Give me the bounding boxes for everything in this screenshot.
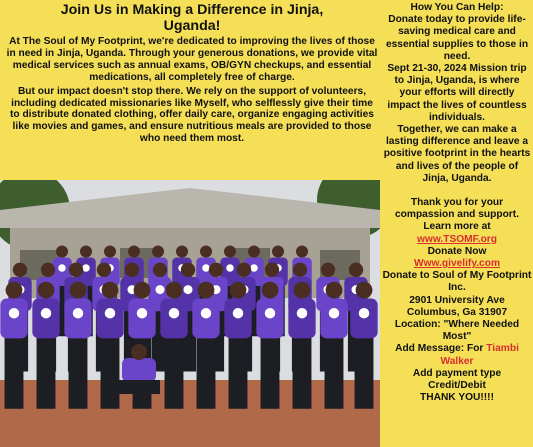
person-28-logo: [105, 308, 116, 319]
person-10-head: [272, 246, 284, 258]
person-18-head: [181, 263, 195, 277]
thank-you-text: THANK YOU!!!!: [420, 392, 494, 404]
headline-line-2: Uganda!: [163, 18, 221, 34]
person-24-head: [349, 263, 363, 277]
address-line-2: Columbus, Ga 31907: [406, 306, 508, 318]
donate-now-text: Donate Now: [427, 245, 487, 257]
headline: [6, 2, 378, 34]
crouching-person-shirt: [122, 358, 156, 382]
payment-type-text: Add payment type: [412, 367, 502, 379]
person-1-head: [56, 246, 68, 258]
person-16-head: [125, 263, 139, 277]
group-photo: [0, 180, 380, 447]
donate-to-text: Donate to Soul of My Footprint Inc.: [382, 270, 532, 294]
crouching-person-legs: [118, 380, 160, 394]
person-34-legs: [293, 330, 312, 409]
person-35-legs: [325, 330, 344, 409]
payment-method-text: Credit/Debit: [428, 380, 486, 392]
intro-section: [6, 2, 378, 145]
person-29-shirt: [128, 299, 155, 339]
person-9-logo: [250, 264, 258, 272]
message-name: Tiambi Walker: [440, 343, 519, 367]
person-27-shirt: [64, 299, 91, 339]
thanks-text: Thank you for your compassion and support.: [395, 197, 519, 221]
website-link[interactable]: www.TSOMF.org: [417, 233, 497, 245]
crouching-person-head: [131, 344, 147, 360]
person-30-shirt: [160, 299, 187, 339]
person-25-shirt: [0, 299, 27, 339]
person-32-head: [230, 282, 247, 299]
person-36-shirt: [350, 299, 377, 339]
person-25-head: [6, 282, 23, 299]
person-33-head: [262, 282, 279, 299]
person-30-head: [166, 282, 183, 299]
person-6-head: [176, 246, 188, 258]
person-31-logo: [201, 308, 212, 319]
person-27-legs: [69, 330, 88, 409]
person-26-head: [38, 282, 55, 299]
person-25-legs: [5, 330, 24, 409]
person-9-head: [248, 246, 260, 258]
person-14-head: [69, 263, 83, 277]
person-34-head: [294, 282, 311, 299]
person-35-head: [326, 282, 343, 299]
person-21-head: [265, 263, 279, 277]
person-36-logo: [359, 308, 370, 319]
person-35-logo: [329, 308, 340, 319]
person-12-head: [13, 263, 27, 277]
person-28-head: [102, 282, 119, 299]
person-15-head: [97, 263, 111, 277]
person-26-logo: [41, 308, 52, 319]
person-8-logo: [226, 264, 234, 272]
together-text: Together, we can make a lasting difference and leave a positive footprint in the hearts and lives of the people of Jinja, Uganda.: [383, 124, 531, 184]
person-34-shirt: [288, 299, 315, 339]
volunteer-paragraph: But our impact doesn't stop there. We rely on the support of volunteers, including dedicated missionaries like Myself, who selflessly give their time to distribute donated clothing, offer daily care, organize engaging activities like movies and games, and ensure nutritious meals are provided to those who need them most.: [10, 85, 374, 145]
person-32-legs: [229, 330, 248, 409]
person-25-logo: [9, 308, 20, 319]
person-2-logo: [82, 264, 90, 272]
person-5-head: [152, 246, 164, 258]
person-23-head: [321, 263, 335, 277]
person-2-head: [80, 246, 92, 258]
person-7-logo: [202, 264, 210, 272]
how-to-help-section: [382, 2, 532, 405]
person-17-head: [153, 263, 167, 277]
person-35-shirt: [320, 299, 347, 339]
person-7-head: [200, 246, 212, 258]
person-30-logo: [169, 308, 180, 319]
person-32-logo: [233, 308, 244, 319]
mission-paragraph: At The Soul of My Footprint, we're dedicated to improving the lives of those in need in Jinja, Uganda. Through your generous donations, we provide vital medical services such as annual exams, OB/GYN checkups, and essential medications, all completely free of charge.: [6, 36, 378, 83]
person-26-legs: [37, 330, 56, 409]
person-1-logo: [58, 264, 66, 272]
person-20-head: [237, 263, 251, 277]
person-18-logo: [184, 285, 193, 294]
mission-trip-text: Sept 21-30, 2024 Mission trip to Jinja, Uganda, is where your efforts will directly impact the lives of countless individuals.: [387, 63, 527, 123]
person-17-logo: [156, 285, 165, 294]
headline-line-1: Join Us in Making a Difference in Jinja,: [60, 2, 324, 18]
givelify-link[interactable]: Www.givelify.com: [413, 258, 501, 270]
spacer: [382, 185, 532, 197]
address-line-1: 2901 University Ave: [409, 294, 505, 306]
person-36-legs: [355, 330, 374, 409]
person-33-shirt: [256, 299, 283, 339]
person-29-head: [134, 282, 151, 299]
how-heading: How You Can Help:: [410, 2, 504, 13]
person-36-head: [356, 282, 373, 299]
ground: [0, 380, 380, 447]
person-28-shirt: [96, 299, 123, 339]
person-30-legs: [165, 330, 184, 409]
person-26-shirt: [32, 299, 59, 339]
person-4-head: [128, 246, 140, 258]
person-3-head: [104, 246, 116, 258]
person-31-shirt: [192, 299, 219, 339]
learn-more-text: Learn more at: [423, 221, 491, 233]
group-photo-image: [0, 180, 380, 447]
person-27-head: [70, 282, 87, 299]
person-13-head: [41, 263, 55, 277]
location-text: Location: "Where Needed Most": [394, 319, 520, 343]
person-8-head: [224, 246, 236, 258]
person-31-legs: [197, 330, 216, 409]
person-34-logo: [297, 308, 308, 319]
person-27-logo: [73, 308, 84, 319]
person-31-head: [198, 282, 215, 299]
donate-text: Donate today to provide life-saving medical care and essential supplies to those in need.: [385, 14, 529, 62]
person-28-legs: [101, 330, 120, 409]
add-message-label: Add Message: For: [395, 343, 484, 355]
person-32-shirt: [224, 299, 251, 339]
person-33-legs: [261, 330, 280, 409]
person-22-head: [293, 263, 307, 277]
person-29-logo: [137, 308, 148, 319]
person-11-head: [296, 246, 308, 258]
person-19-head: [209, 263, 223, 277]
person-33-logo: [265, 308, 276, 319]
add-message-line: [382, 343, 532, 367]
